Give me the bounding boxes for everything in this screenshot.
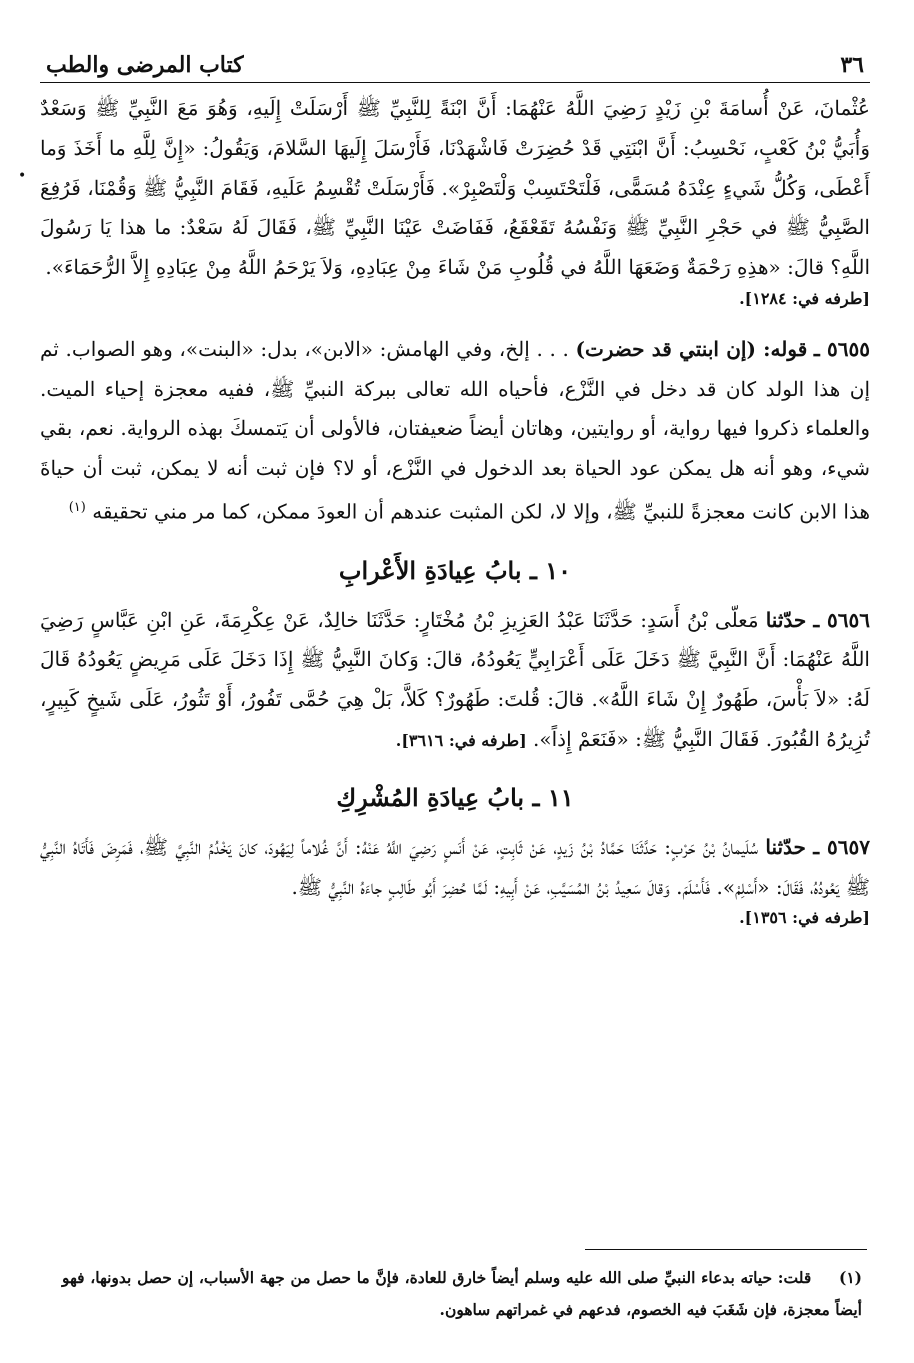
hadith-5657-ref: [طرفه في: ١٣٥٦]. bbox=[739, 908, 870, 928]
footnote-text: قلت: حياته بدعاء النبيِّ صلى الله عليه وسلم أيضاً خارق للعادة، فإنَّ ما حصل من جهة الأسباب، إن حصل بدونها، فهو أيضاً معجزة، فإن شَغَبَ فيه الخصوم، فدعهم في غمراتهم ساهون. bbox=[62, 1268, 862, 1319]
hadith-number: ٥٦٥٧ ـ bbox=[813, 834, 870, 859]
hadith-lead: حدّثنا bbox=[765, 607, 807, 632]
commentary-5655 bbox=[40, 330, 870, 533]
commentary-text: . . . إلخ، وفي الهامش: «الابن»، بدل: «البنت»، وهو الصواب. ثم إن هذا الولد كان قد دخل في النَّزْع، فأحياه الله تعالى ببركة النبيِّ ﷺ، ففيه معجزة إحياء الميت. والعلماء ذكروا فيها رواية، أو روايتين، وهاتان أيضاً ضعيفتان، فالأولى أن يَتمسكَ بهذه الرواية. نعم، بقي شيء، وهو أنه هل يمكن عود الحياة بعد الدخول في النَّزْع، أو لا؟ فإن ثبت أنه لا يمكن، ثبت أن حياةَ هذا الابن كانت معجزةً للنبيِّ ﷺ، وإلا لا، لكن المثبت عندهم أن العودَ ممكن، كما مر مني تحقيقه bbox=[40, 336, 870, 525]
commentary-number: ٥٦٥٥ ـ bbox=[813, 336, 871, 361]
hadith-number: ٥٦٥٦ ـ bbox=[813, 607, 871, 632]
hadith-5655-block bbox=[40, 89, 870, 314]
page-number: ٣٦ bbox=[840, 52, 864, 78]
hadith-5656-block bbox=[40, 601, 870, 760]
hadith-5656-ref: [طرفه في: ٣٦١٦]. bbox=[395, 731, 527, 750]
book-title: كتاب المرضى والطب bbox=[46, 52, 244, 78]
commentary-lead: قوله: (إن ابنتي قد حضرت) bbox=[575, 336, 808, 361]
footnote-marker[interactable]: (١) bbox=[68, 500, 86, 516]
hadith-5656-text: مَعلّى بْنُ أَسَدٍ: حَدَّثَنَا عَبْدُ العَزِيزِ بْنُ مُخْتَارٍ: حَدَّثَنَا خالِدٌ، عَنْ عِكْرِمَةَ، عَنِ ابْنِ عَبَّاسٍ رَضِيَ اللَّهُ عَنْهُمَا: أَنَّ النَّبِيَّ ﷺ دَخَلَ عَلَى أَعْرَابِيٍّ يَعُودُهُ، قالَ: وَكانَ النَّبِيُّ ﷺ إِذَا دَخَلَ عَلَى مَرِيضٍ يَعُودُهُ قَالَ لَهُ: «لاَ بَأْسَ، طَهُورٌ إِنْ شَاءَ اللَّهُ». قالَ: قُلتَ: طَهُورٌ؟ كَلاَّ، بَلْ هِيَ حُمَّى تَفُورُ، أَوْ تَثُورُ، عَلَى شَيخٍ كَبِيرٍ، تُزِيرُهُ القُبُورَ. فَقَالَ النَّبِيُّ ﷺ: «فَنَعَمْ إِذاً». bbox=[40, 607, 870, 751]
hadith-5657-text: سُلَيمانُ بْنُ حَرْبٍ: حَدَّثَنَا حَمَّادُ بْنُ زَيدٍ، عَنْ ثَابِتٍ، عَنْ أَنَسٍ رَضِيَ اللَّهُ عَنْهُ: أَنَّ غُلاماً لِيَهُودَ، كانَ يَخْدُمُ النَّبِيَّ ﷺ، فَمَرِضَ فَأَتَاهُ النَّبِيُّ ﷺ يَعُودُهُ، فَقَالَ: «أَسْلِمْ». فَأَسْلَمَ. وَقالَ سَعِيدُ بْنُ المُسَيَّبِ، عَنْ أَبِيهِ: لَمَّا حُضِرَ أَبُو طَالِبٍ جاءَهُ النَّبِيُّ ﷺ. bbox=[40, 834, 870, 899]
footnote-divider bbox=[585, 1249, 867, 1250]
chapter-heading-10: ١٠ ـ بابُ عِيادَةِ الأَعْرابِ bbox=[338, 555, 572, 585]
hadith-5655-text: عُثْمانَ، عَنْ أُسامَةَ بْنِ زَيْدٍ رَضِيَ اللَّهُ عَنْهُمَا: أَنَّ ابْنَةً لِلنَّبِيِّ ﷺ أَرْسَلَتْ إِلَيهِ، وَهُوَ مَعَ النَّبِيِّ ﷺ وَسَعْدٌ وَأُبَيُّ بْنُ كَعْبٍ، نَحْسِبُ: أَنَّ ابْنَتِي قَدْ حُضِرَتْ فَاشْهَدْنَا، فَأَرْسَلَ إِلَيهَا السَّلامَ، وَيَقُولُ: «إِنَّ لِلَّهِ ما أَخَذَ وَما أَعْطَى، وَكُلُّ شَيءٍ عِنْدَهُ مُسَمًّى، فَلْتَحْتَسِبْ وَلْتَصْبِرْ». فَأَرْسَلَتْ تُقْسِمُ عَلَيهِ، فَقَامَ النَّبِيُّ ﷺ وَقُمْنَا، فَرُفِعَ الصَّبِيُّ ﷺ في حَجْرِ النَّبِيِّ ﷺ وَنَفْسُهُ تَقَعْقَعُ، فَفَاضَتْ عَيْنَا النَّبِيِّ ﷺ، فَقَالَ لَهُ سَعْدٌ: ما هذا يَا رَسُولَ اللَّهِ؟ قالَ: «هذِهِ رَحْمَةٌ وَضَعَهَا اللَّهُ في قُلُوبِ مَنْ شَاءَ مِنْ عِبَادِهِ، وَلاَ يَرْحَمُ اللَّهُ مِنْ عِبَادِهِ إِلاَّ الرُّحَمَاءَ». bbox=[40, 96, 870, 280]
chapter-heading-11: ١١ ـ بابُ عِيادَةِ المُشْرِكِ bbox=[336, 782, 574, 812]
margin-dot: • bbox=[18, 168, 27, 184]
hadith-lead: حدّثنا bbox=[765, 834, 806, 859]
hadith-5657-block bbox=[40, 828, 870, 934]
footnote bbox=[62, 1262, 862, 1326]
footnote-number: (١) bbox=[838, 1268, 862, 1287]
page-header bbox=[40, 52, 870, 83]
hadith-5655-ref: [طرفه في: ١٢٨٤]. bbox=[739, 288, 870, 308]
